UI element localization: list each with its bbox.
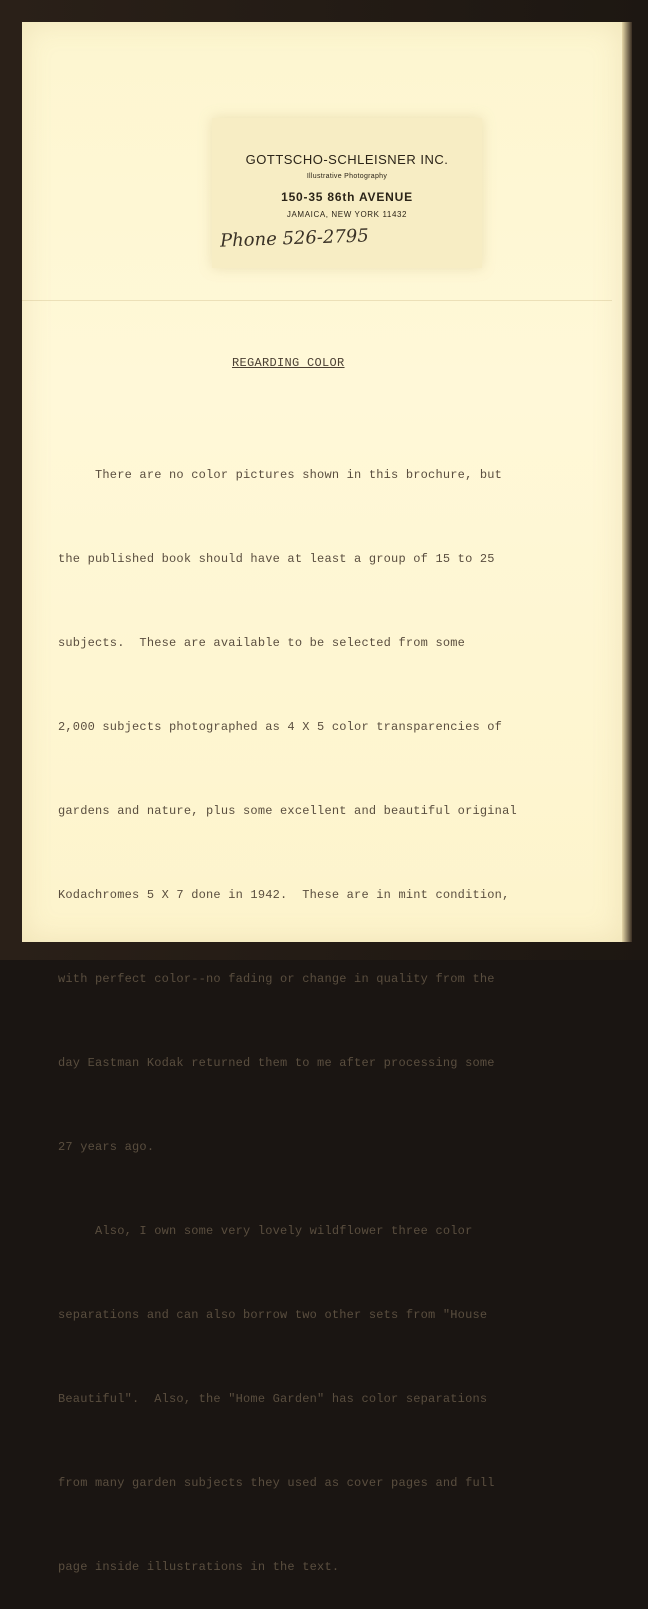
body-line: subjects. These are available to be selected from some bbox=[58, 636, 466, 650]
letterhead-label bbox=[212, 118, 482, 268]
paper-seam bbox=[22, 300, 612, 301]
body-line: Kodachromes 5 X 7 done in 1942. These are in mint condition, bbox=[58, 888, 510, 902]
body-line: the published book should have at least a group of 15 to 25 bbox=[58, 552, 495, 566]
company-tagline: Illustrative Photography bbox=[306, 173, 388, 180]
body-line: There are no color pictures shown in this brochure, but bbox=[58, 468, 503, 482]
body-line: from many garden subjects they used as cover pages and full bbox=[58, 1476, 495, 1490]
body-line: separations and can also borrow two other sets from "House bbox=[58, 1308, 488, 1322]
company-name: GOTTSCHO-SCHLEISNER INC. bbox=[245, 152, 449, 167]
document-heading: REGARDING COLOR bbox=[232, 356, 345, 370]
body-line: Beautiful". Also, the "Home Garden" has color separations bbox=[58, 1392, 488, 1406]
body-line: 27 years ago. bbox=[58, 1140, 155, 1154]
company-city: JAMAICA, NEW YORK 11432 bbox=[286, 210, 408, 219]
page-edge bbox=[622, 22, 632, 942]
body-line: gardens and nature, plus some excellent and beautiful original bbox=[58, 804, 517, 818]
document-body bbox=[58, 405, 598, 1609]
body-line: day Eastman Kodak returned them to me after processing some bbox=[58, 1056, 495, 1070]
body-line: with perfect color--no fading or change in quality from the bbox=[58, 972, 495, 986]
body-line: Also, I own some very lovely wildflower three color bbox=[58, 1224, 473, 1238]
body-line: 2,000 subjects photographed as 4 X 5 color transparencies of bbox=[58, 720, 503, 734]
handwritten-phone: Phone 526-2795 bbox=[219, 225, 370, 252]
company-address: 150-35 86th AVENUE bbox=[281, 190, 413, 204]
body-line: page inside illustrations in the text. bbox=[58, 1560, 340, 1574]
